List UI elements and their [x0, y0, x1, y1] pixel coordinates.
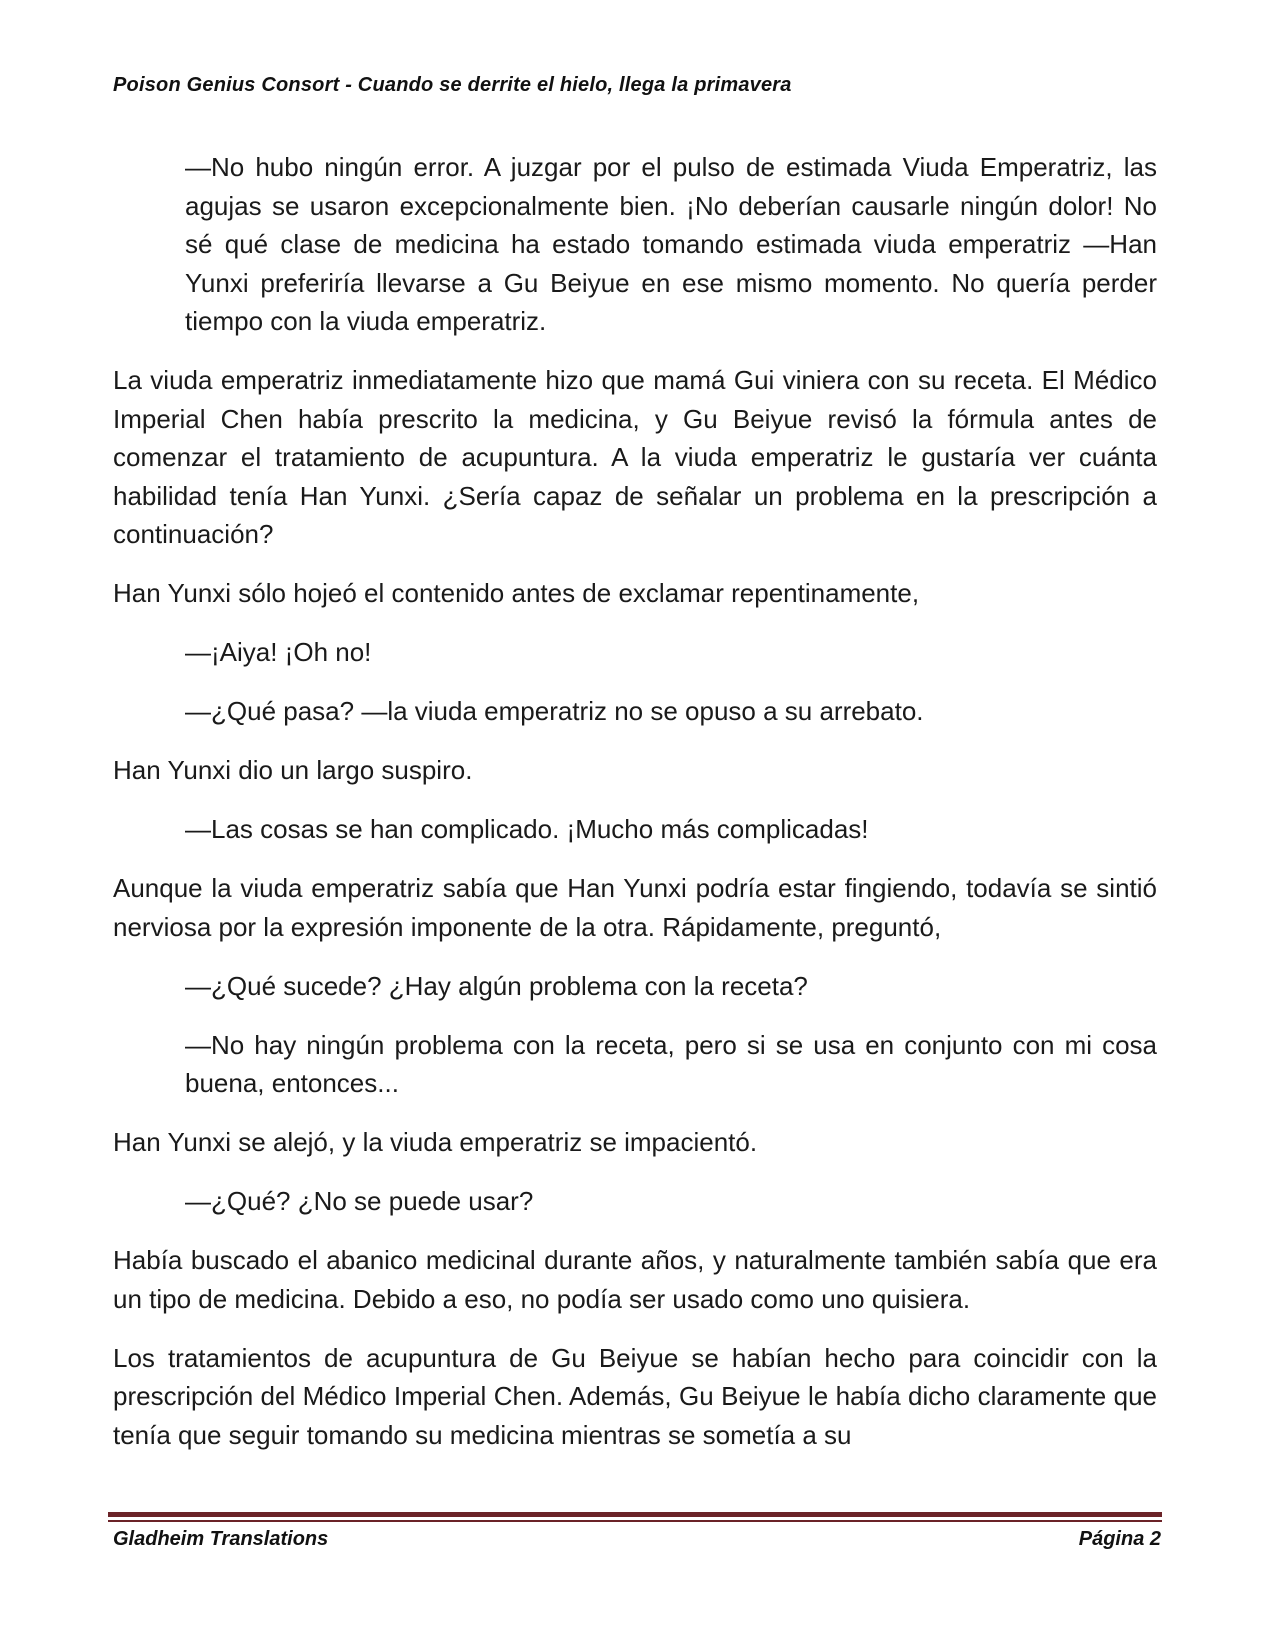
- footer-rule-thin: [108, 1520, 1162, 1522]
- paragraph: Han Yunxi se alejó, y la viuda emperatriz se impacientó.: [113, 1127, 758, 1157]
- paragraph: Aunque la viuda emperatriz sabía que Han Yunxi podría estar fingiendo, todavía se sintió nerviosa por la expresión imponente de la otra. Rápidamente, preguntó,: [113, 873, 1157, 942]
- paragraph: —No hay ningún problema con la receta, pero si se usa en conjunto con mi cosa buena, entonces...: [185, 1029, 1157, 1098]
- paragraph: —¿Qué pasa? —la viuda emperatriz no se opuso a su arrebato.: [185, 696, 924, 726]
- paragraph: La viuda emperatriz inmediatamente hizo que mamá Gui viniera con su receta. El Médico Imperial Chen había prescrito la medicina, y Gu Beiyue revisó la fórmula antes de comenzar el tratamiento de acupuntura. A la viuda emperatriz le gustaría ver cuánta habilidad tenía Han Yunxi. ¿Sería capaz de señalar un problema en la prescripción a continuación?: [113, 365, 1157, 549]
- paragraph: —No hubo ningún error. A juzgar por el pulso de estimada Viuda Emperatriz, las agujas se usaron excepcionalmente bien. ¡No deberían causarle ningún dolor! No sé qué clase de medicina ha estado tomando estimada viuda emperatriz —Han Yunxi preferiría llevarse a Gu Beiyue en ese mismo momento. No quería perder tiempo con la viuda emperatriz.: [185, 152, 1157, 336]
- page-number: Página 2: [1078, 1528, 1161, 1550]
- paragraph: —Las cosas se han complicado. ¡Mucho más complicadas!: [185, 814, 869, 844]
- footer-publisher: Gladheim Translations: [113, 1528, 329, 1550]
- paragraph: Había buscado el abanico medicinal durante años, y naturalmente también sabía que era un tipo de medicina. Debido a eso, no podía ser usado como uno quisiera.: [113, 1245, 1157, 1314]
- paragraph: Los tratamientos de acupuntura de Gu Beiyue se habían hecho para coincidir con la prescripción del Médico Imperial Chen. Además, Gu Beiyue le había dicho claramente que tenía que seguir tomando su medicina mientras se sometía a su: [113, 1342, 1157, 1450]
- paragraph: —¡Aiya! ¡Oh no!: [185, 637, 372, 667]
- paragraph: —¿Qué? ¿No se puede usar?: [185, 1186, 534, 1216]
- footer-rule: [108, 1512, 1162, 1517]
- running-header: Poison Genius Consort - Cuando se derrite el hielo, llega la primavera: [113, 74, 792, 96]
- paragraph: Han Yunxi sólo hojeó el contenido antes de exclamar repentinamente,: [113, 578, 920, 608]
- paragraph: —¿Qué sucede? ¿Hay algún problema con la receta?: [185, 970, 808, 1001]
- paragraph: Han Yunxi dio un largo suspiro.: [113, 755, 473, 785]
- document-body: [113, 148, 1157, 1475]
